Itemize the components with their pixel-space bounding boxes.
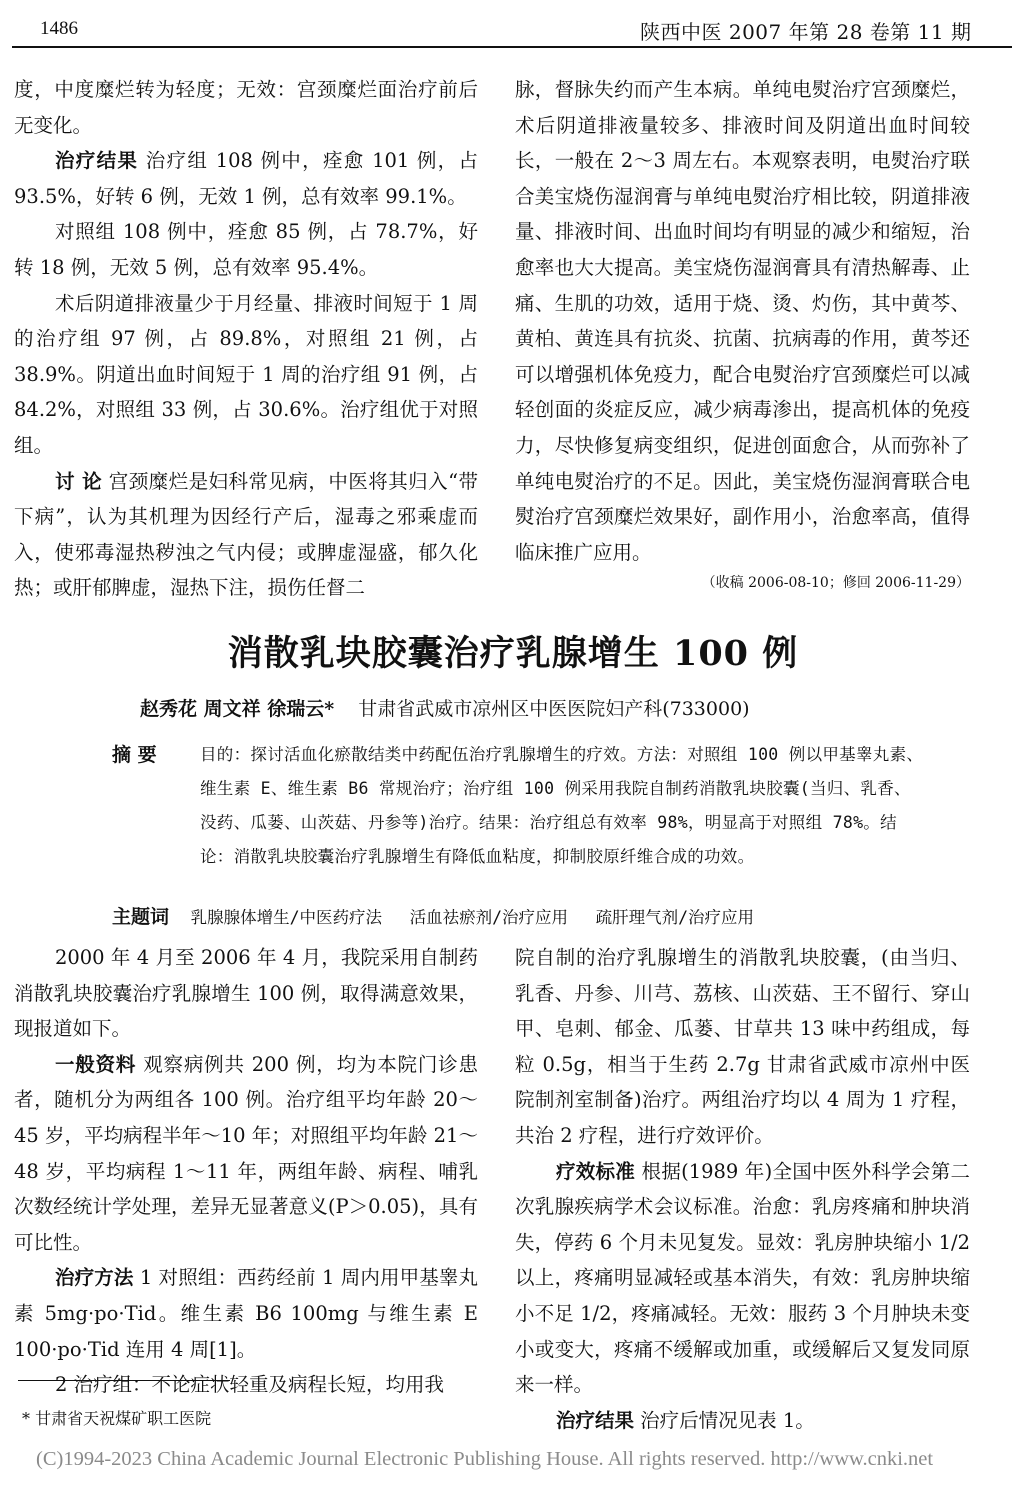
paragraph-text: 术后阴道排液量少于月经量、排液时间短于 1 周的治疗组 97 例，占 89.8%，对照组 21 例，占 38.9%。阴道出血时间短于 1 周的治疗组 91 例，占 84.2%，对照组 33 例，占 30.6%。治疗组优于对照组。 xyxy=(14,291,478,457)
paragraph-text: 治疗后情况见表 1。 xyxy=(633,1408,815,1432)
section-heading: 一般资料 xyxy=(54,1052,137,1076)
article-left-column xyxy=(14,940,478,1403)
prev-article-left-column xyxy=(14,72,478,606)
paragraph-text: 度，中度糜烂转为轻度；无效：宫颈糜烂面治疗前后无变化。 xyxy=(14,78,478,137)
paragraph xyxy=(14,286,478,464)
paragraph xyxy=(14,72,478,143)
keywords xyxy=(112,902,776,929)
paragraph xyxy=(515,1154,970,1403)
keywords-label: 主题词 xyxy=(112,906,170,928)
paragraph-text: 2000 年 4 月至 2006 年 4 月，我院采用自制药消散乳块胶囊治疗乳腺增生 100 例，取得满意效果，现报道如下。 xyxy=(14,946,478,1041)
paragraph xyxy=(14,1047,478,1261)
paragraph xyxy=(14,940,478,1047)
paragraph-text: 脉，督脉失约而产生本病。单纯电熨治疗宫颈糜烂，术后阴道排液量较多、排液时间及阴道出血时间较长，一般在 2～3 周左右。本观察表明，电熨治疗联合美宝烧伤湿润膏与单纯电熨治疗相比较，阴道排液量、排液时间、出血时间均有明显的减少和缩短，治愈率也大大提高。美宝烧伤湿润膏具有清热解毒、止痛、生肌的功效，适用于烧、烫、灼伤，其中黄芩、黄柏、黄连具有抗炎、抗菌、抗病毒的作用，黄芩还可以增强机体免疫力，配合电熨治疗宫颈糜烂可以减轻创面的炎症反应，减少病毒渗出，提高机体的免疫力，尽快修复病变组织，促进创面愈合，从而弥补了单纯电熨治疗的不足。因此，美宝烧伤湿润膏联合电熨治疗宫颈糜烂效果好，副作用小，治愈率高，值得临床推广应用。 xyxy=(515,78,970,564)
paragraph-text: 宫颈糜烂是妇科常见病，中医将其归入“带下病”，认为其机理为因经行产后，湿毒之邪乘虚而入，使邪毒湿热秽浊之气内侵；或脾虚湿盛，郁久化热；或肝郁脾虚，湿热下注，损伤任督二 xyxy=(14,469,478,600)
abstract-label: 摘 要 xyxy=(112,744,157,766)
footnote: * 甘肃省天祝煤矿职工医院 xyxy=(22,1409,212,1428)
paragraph-text: 对照组 108 例中，痊愈 85 例，占 78.7%，好转 18 例，无效 5 例，总有效率 95.4%。 xyxy=(14,220,478,279)
paragraph xyxy=(14,464,478,606)
article-title: 消散乳块胶囊治疗乳腺增生 100 例 xyxy=(227,633,799,674)
article-right-column xyxy=(515,940,970,1438)
keyword: 活血祛瘀剂/治疗应用 xyxy=(409,908,569,927)
paragraph-text: 1 对照组：西药经前 1 周内用甲基睾丸素 5mg·po·Tid。维生素 B6 100mg 与维生素 E 100·po·Tid 连用 4 周[1]。 xyxy=(14,1266,478,1361)
paragraph xyxy=(14,143,478,214)
paragraph xyxy=(515,1403,970,1439)
paragraph xyxy=(515,72,970,570)
footnote-rule xyxy=(18,1380,230,1381)
section-heading: 讨 论 xyxy=(54,469,103,493)
paragraph xyxy=(14,1260,478,1367)
section-heading: 治疗结果 xyxy=(555,1408,634,1432)
paragraph-text: 治疗组 108 例中，痊愈 101 例，占 93.5%，好转 6 例，无效 1 例，总有效率 99.1%。 xyxy=(14,149,478,208)
paragraph-text: 2 治疗组：不论症状轻重及病程长短，均用我 xyxy=(54,1373,445,1397)
journal-header: 陕西中医 2007 年第 28 卷第 11 期 xyxy=(640,20,972,44)
affiliation: 甘肃省武威市凉州区中医医院妇产科(733000) xyxy=(358,698,750,720)
paragraph xyxy=(515,940,970,1154)
paragraph-text: 根据(1989 年)全国中医外科学会第二次乳腺疾病学术会议标准。治愈：乳房疼痛和肿块消失，停药 6 个月未见复发。显效：乳房肿块缩小 1/2 以上，疼痛明显减轻或基本消失，有效：乳房肿块缩小不足 1/2，疼痛减轻。无效：服药 3 个月肿块未变小或变大，疼痛不缓解或加重，或缓解后又复发同原来一样。 xyxy=(515,1159,970,1397)
copyright-notice: (C)1994-2023 China Academic Journal Electronic Publishing House. All rights reserved. http://www.cnki.net xyxy=(36,1448,934,1470)
author-names: 赵秀花 周文祥 徐瑞云* xyxy=(140,698,335,720)
received-date: （收稿 2006-08-10；修回 2006-11-29） xyxy=(701,575,970,592)
header-rule xyxy=(12,46,1012,48)
abstract-text: 目的：探讨活血化瘀散结类中药配伍治疗乳腺增生的疗效。方法：对照组 100 例以甲基睾丸素、维生素 E、维生素 B6 常规治疗；治疗组 100 例采用我院自制药消散乳块胶囊(当归、乳香、没药、瓜蒌、山茨菇、丹参等)治疗。结果：治疗组总有效率 98%，明显高于对照组 78%。结论：消散乳块胶囊治疗乳腺增生有降低血粘度，抑制胶原纤维合成的功效。 xyxy=(200,745,924,866)
abstract xyxy=(112,738,927,874)
page-number: 1486 xyxy=(40,18,78,39)
keyword: 疏肝理气剂/治疗应用 xyxy=(595,908,755,927)
prev-article-right-column xyxy=(515,72,970,594)
keyword: 乳腺腺体增生/中医药疗法 xyxy=(190,908,383,927)
paragraph xyxy=(14,1367,478,1403)
section-heading: 治疗结果 xyxy=(54,149,139,173)
paragraph-text: 院自制的治疗乳腺增生的消散乳块胶囊，(由当归、乳香、丹参、川芎、荔核、山茨菇、王不留行、穿山甲、皂刺、郁金、瓜蒌、甘草共 13 味中药组成，每粒 0.5g，相当于生药 2.7g 甘肃省武威市凉州中医院制剂室制备)治疗。两组治疗均以 4 周为 1 疗程，共治 2 疗程，进行疗效评价。 xyxy=(515,946,970,1147)
section-heading: 治疗方法 xyxy=(54,1266,134,1290)
paragraph xyxy=(14,214,478,285)
author-line xyxy=(140,694,750,721)
paragraph-text: 观察病例共 200 例，均为本院门诊患者，随机分为两组各 100 例。治疗组平均年龄 20～45 岁，平均病程半年～10 年；对照组平均年龄 21～48 岁，平均病程 1～11 年，两组年龄、病程、哺乳次数经统计学处理，差异无显著意义(P＞0.05)，具有可比性。 xyxy=(14,1052,478,1254)
section-heading: 疗效标准 xyxy=(555,1159,636,1183)
